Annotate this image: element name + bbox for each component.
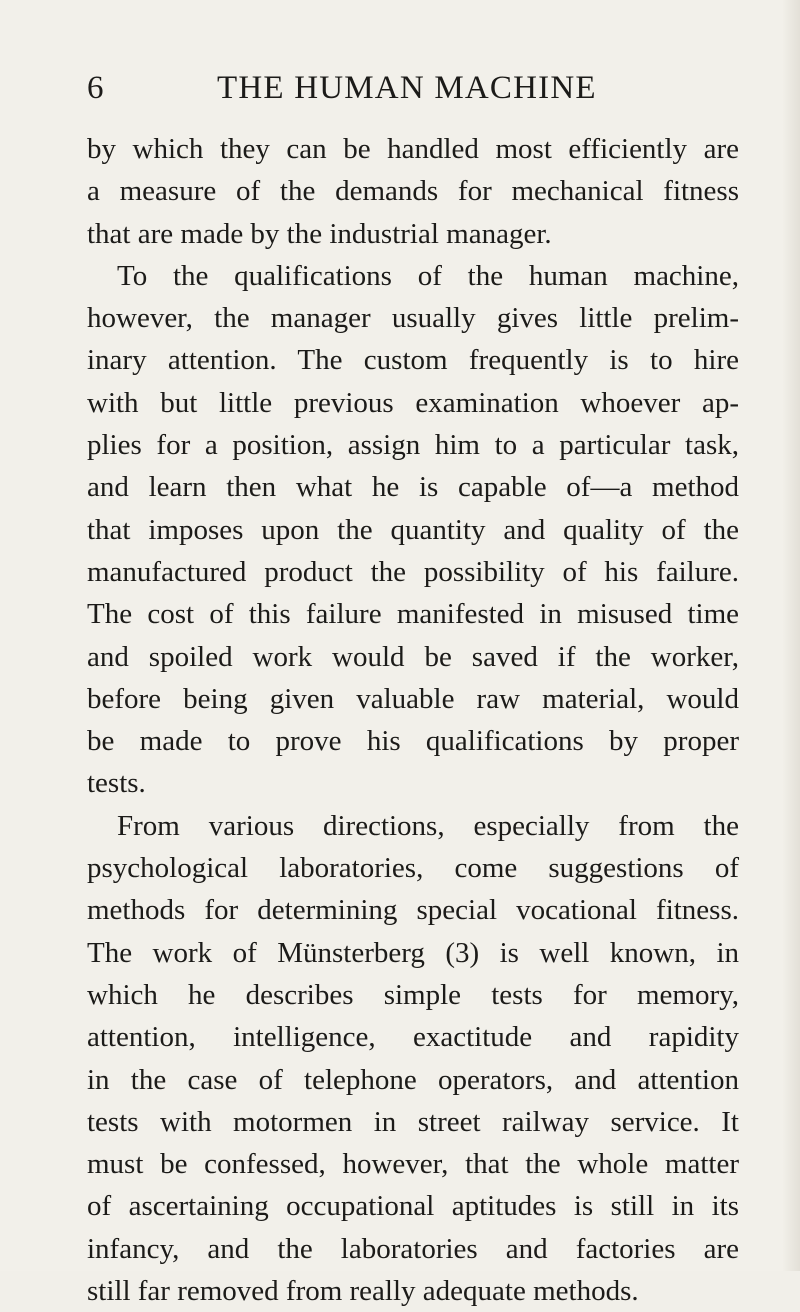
text-line: and learn then what he is capable of—a method (87, 471, 739, 504)
text-line: however, the manager usually gives little prelim- (87, 302, 739, 335)
text-line: still far removed from really adequate methods. (87, 1275, 639, 1308)
text-line: tests with motormen in street railway service. It (87, 1105, 739, 1138)
text-line: infancy, and the laboratories and factories are (87, 1232, 739, 1265)
text-line: The cost of this failure manifested in misused time (87, 598, 739, 631)
text-line: attention, intelligence, exactitude and rapidity (87, 1021, 739, 1054)
text-line: manufactured product the possibility of his failure. (87, 555, 739, 588)
text-line: The work of Münsterberg (3) is well known, in (87, 936, 739, 969)
text-line: of ascertaining occupational aptitudes is still in its (87, 1190, 739, 1223)
text-line: be made to prove his qualifications by proper (87, 725, 739, 758)
body-text (87, 128, 739, 1312)
text-line: by which they can be handled most efficiently are (87, 133, 739, 165)
page-title: THE HUMAN MACHINE (217, 70, 597, 106)
text-line: that are made by the industrial manager. (87, 217, 552, 250)
text-line: must be confessed, however, that the whole matter (87, 1148, 739, 1181)
page-edge-shadow (782, 0, 800, 1271)
text-line: before being given valuable raw material, would (87, 682, 739, 715)
text-line: and spoiled work would be saved if the worker, (87, 640, 739, 673)
text-line: which he describes simple tests for memory, (87, 978, 739, 1011)
text-line: a measure of the demands for mechanical fitness (87, 175, 739, 208)
text-line: psychological laboratories, come suggestions of (87, 852, 739, 885)
running-head (87, 66, 735, 110)
text-line: with but little previous examination whoever ap- (87, 386, 739, 419)
text-line: tests. (87, 767, 146, 800)
text-line: that imposes upon the quantity and quality of the (87, 513, 739, 546)
text-line: To the qualifications of the human machine, (117, 259, 739, 292)
page-number: 6 (87, 70, 104, 106)
text-line: From various directions, especially from the (117, 809, 739, 842)
text-line: methods for determining special vocational fitness. (87, 894, 739, 927)
text-line: plies for a position, assign him to a particular task, (87, 429, 739, 462)
text-line: inary attention. The custom frequently is to hire (87, 344, 739, 377)
text-line: in the case of telephone operators, and attention (87, 1063, 739, 1096)
